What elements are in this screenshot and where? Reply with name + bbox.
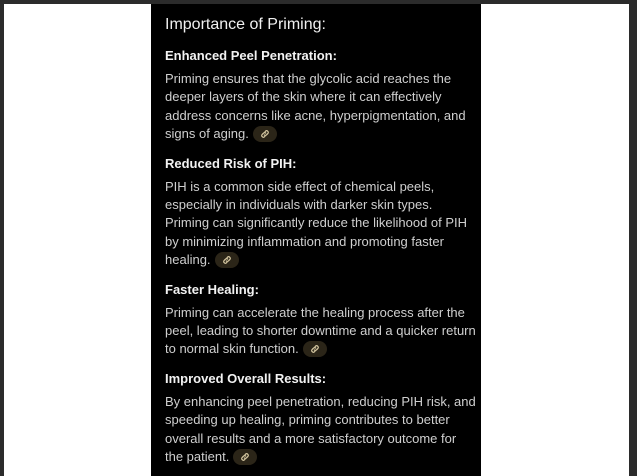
link-icon [240, 452, 250, 462]
section-body: By enhancing peel penetration, reducing PIH risk, and speeding up healing, priming contributes to better overall results and a more satisfactory outcome for the patient. [165, 393, 476, 465]
section-improved-overall-results [165, 371, 481, 467]
section-title: Faster Healing: [165, 281, 259, 297]
section-title: Reduced Risk of PIH: [165, 155, 297, 171]
source-link-button[interactable] [215, 252, 239, 268]
source-link-button[interactable] [303, 341, 327, 357]
section-faster-healing [165, 282, 481, 359]
source-link-button[interactable] [253, 126, 277, 142]
section-title: Enhanced Peel Penetration: [165, 48, 337, 63]
section-enhanced-peel-penetration [165, 48, 481, 144]
link-icon [260, 129, 270, 139]
section-reduced-risk-pih [165, 156, 481, 270]
link-icon [310, 344, 320, 354]
link-icon [222, 255, 232, 265]
section-body: Priming can accelerate the healing process after the peel, leading to shorter downtime and a quicker return to normal skin function. [165, 304, 476, 357]
section-body: PIH is a common side effect of chemical peels, especially in individuals with darker skin types. Priming can significantly reduce the likelihood of PIH by minimizing inflammation and promoting faster healing. [165, 178, 468, 268]
section-body: Priming ensures that the glycolic acid reaches the deeper layers of the skin where it can effectively address concerns like acne, hyperpigmentation, and signs of aging. [165, 71, 466, 142]
source-link-button[interactable] [233, 449, 257, 465]
response-panel [151, 4, 481, 476]
section-title: Improved Overall Results: [165, 370, 327, 386]
document-page [4, 4, 629, 476]
panel-heading: Importance of Priming: [165, 16, 326, 33]
